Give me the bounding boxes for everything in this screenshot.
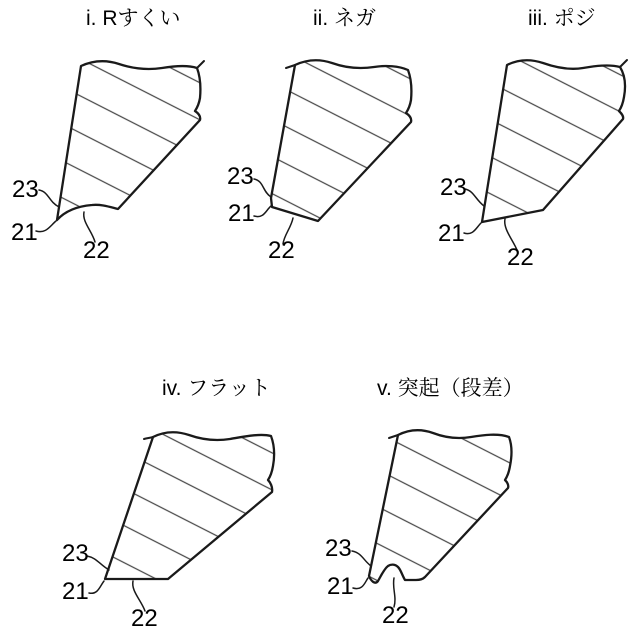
figure-v-drawing xyxy=(352,430,511,607)
figure-v-insert-outline xyxy=(369,430,511,582)
figure-iv-leader-23 xyxy=(87,556,109,570)
figure-i-boundary-tail xyxy=(197,61,204,68)
figure-i-ref-21: 21 xyxy=(11,219,38,246)
figure-i-leader-23 xyxy=(39,190,59,207)
figure-ii-ref-23: 23 xyxy=(227,163,254,190)
figure-iii-boundary-tail xyxy=(620,60,627,67)
figure-ii-drawing xyxy=(254,60,411,244)
figure-ii-ref-22: 22 xyxy=(268,237,295,264)
figure-iii-insert-outline xyxy=(482,60,625,222)
figure-iii-ref-23: 23 xyxy=(440,174,467,201)
figure-v-ref-23: 23 xyxy=(325,535,352,562)
figure-iv-ref-21: 21 xyxy=(62,578,89,605)
figure-ii-leader-21 xyxy=(254,206,271,217)
figure-iv-ref-23: 23 xyxy=(62,540,89,567)
figure-v-title: v. 突起（段差） xyxy=(377,377,524,400)
figure-v-ref-22: 22 xyxy=(382,602,409,629)
figure-iv-insert-outline xyxy=(105,432,274,579)
figure-iii-drawing xyxy=(464,60,627,250)
figure-i-drawing xyxy=(36,61,204,242)
figure-iii-leader-21 xyxy=(464,223,481,234)
figure-v-leader-23 xyxy=(352,551,371,566)
figure-i-leader-21 xyxy=(36,221,56,232)
figure-i-ref-23: 23 xyxy=(12,176,39,203)
figure-iv-title: iv. フラット xyxy=(162,377,271,400)
figure-iv-ref-22: 22 xyxy=(131,605,158,632)
figure-iv-drawing xyxy=(87,432,274,611)
figure-i-insert-outline xyxy=(57,61,200,220)
figure-iii-title: iii. ポジ xyxy=(528,7,596,30)
figure-iv-leader-21 xyxy=(89,581,104,593)
figure-iii-leader-23 xyxy=(465,189,484,206)
figure-ii-leader-23 xyxy=(254,179,271,197)
figure-i-ref-22: 22 xyxy=(83,237,110,264)
figure-v-leader-21 xyxy=(353,578,368,589)
figure-ii-ref-21: 21 xyxy=(228,200,255,227)
figure-iii-ref-22: 22 xyxy=(507,244,534,271)
figure-ii-insert-outline xyxy=(271,60,411,221)
figure-i-title: i. Rすくい xyxy=(86,7,181,30)
figure-ii-title: ii. ネガ xyxy=(313,7,376,30)
figure-v-ref-21: 21 xyxy=(327,573,354,600)
figure-iii-ref-21: 21 xyxy=(438,220,465,247)
